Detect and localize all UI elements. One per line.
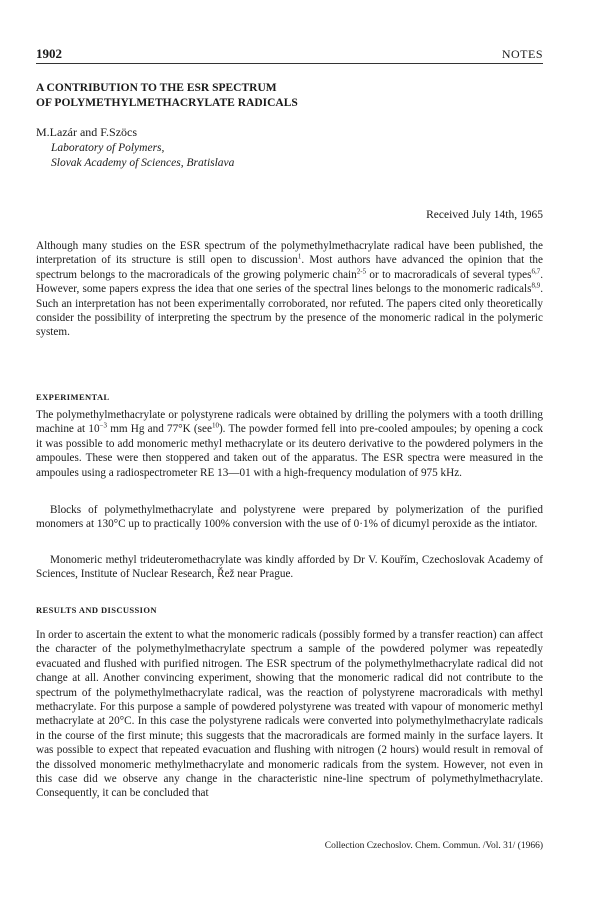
ref-2-5: 2-5 [356, 267, 367, 276]
exp-text-a: The polymethylmethacrylate or polystyrene radicals were obtained by drilling the polymers with a tooth drilling machine at 10 [36, 409, 543, 436]
affiliation-line-2: Slovak Academy of Sciences, Bratislava [51, 157, 235, 169]
header-rule [36, 63, 543, 64]
results-heading: RESULTS AND DISCUSSION [36, 605, 157, 615]
title-line-1: A CONTRIBUTION TO THE ESR SPECTRUM [36, 82, 277, 94]
intro-text-4: . However, some papers express the idea that one series of the spectral lines belongs to the monomeric radicals [36, 268, 543, 296]
ref-6-7: 6,7 [531, 267, 541, 276]
journal-page [36, 0, 543, 913]
exp-text-c: ). The powder formed fell into pre-cooled ampoules; by opening a cock it was possible to add monomeric methyl methacrylate or its deutero derivative to the powdered polymers in the ampoules. These were then stoppered and taken out of the apparatus. The ESR spectra were measured in the ampoules using a radiospectrometer RE 13—01 with a high-frequency modulation of 975 kHz. [36, 423, 544, 479]
intro-text-2: . Most authors have advanced the opinion that the spectrum belongs to the macroradicals of the growing polymeric chain [36, 254, 543, 281]
authors: M.Lazár and F.Szöcs [36, 125, 138, 139]
pressure-exponent: −3 [99, 421, 107, 430]
affiliation-line-1: Laboratory of Polymers, [51, 142, 165, 154]
page-number: 1902 [36, 46, 62, 61]
intro-text-1: Although many studies on the ESR spectrum of the polymethylmethacrylate radical have been published, the interpretation of its structure is still open to discussion [36, 240, 543, 267]
exp-text-b: mm Hg and 77°K (see [107, 423, 212, 436]
experimental-heading: EXPERIMENTAL [36, 392, 110, 402]
ref-10: 10 [211, 421, 219, 430]
intro-text-3: or to macroradicals of several types [366, 268, 532, 281]
experimental-paragraph-1 [36, 408, 543, 480]
affiliation [51, 141, 234, 171]
section-label: NOTES [501, 47, 543, 61]
results-paragraph: In order to ascertain the extent to what the monomeric radicals (possibly formed by a transfer reaction) can affect the character of the polymethylmethacrylate spectrum a sample of the powdered polymer was repeatedly evacuated and flushed with purified nitrogen. The ESR spectrum of the polymethylmethacrylate radical did not change at all. Another convincing experiment, showing that the monomeric radical did not contribute to the spectrum of the polymethylmethacrylate radical, was the reaction of polystyrene macroradicals with methyl methacrylate. For this purpose a sample of powdered polystyrene was treated with vapour of monomeric methyl methacrylate at 20°C. In this case the polystyrene radicals were converted into polymethylmethacrylate radicals in the course of the first minute; this suggests that the macroradicals are formed mainly in the surface layers. It was possible to expect that repeated evacuation and flushing with nitrogen (2 hours) would result in removal of the dissolved monomeric methylmethacrylate and monomeric radicals from the system. However, not even in this case did we observe any change in the characteristic nine-line spectrum of polymethylmethacrylate. Consequently, it can be concluded that [36, 629, 543, 800]
experimental-paragraph-3: Monomeric methyl trideuteromethacrylate was kindly afforded by Dr V. Kouřím, Czechoslovak Academy of Sciences, Institute of Nuclear Research, Řež near Prague. [36, 554, 543, 581]
intro-paragraph [36, 239, 543, 340]
running-head [36, 46, 543, 62]
received-date: Received July 14th, 1965 [426, 209, 543, 221]
ref-8-9: 8,9 [531, 281, 541, 290]
footer-citation: Collection Czechoslov. Chem. Commun. /Vol. 31/ (1966) [324, 841, 543, 851]
title-line-2: OF POLYMETHYLMETHACRYLATE RADICALS [36, 97, 298, 109]
intro-text-5: . Such an interpretation has not been experimentally corroborated, nor refuted. The papers cited only theoretically consider the possibility of interpreting the spectrum by the presence of the monomeric radical in the polymeric system. [36, 283, 543, 339]
ref-1: 1 [297, 252, 302, 261]
experimental-paragraph-2: Blocks of polymethylmethacrylate and polystyrene were prepared by polymerization of the purified monomers at 130°C up to practically 100% conversion with the use of 0·1% of dicumyl peroxide as the intiator. [36, 504, 543, 531]
article-title [36, 81, 543, 111]
